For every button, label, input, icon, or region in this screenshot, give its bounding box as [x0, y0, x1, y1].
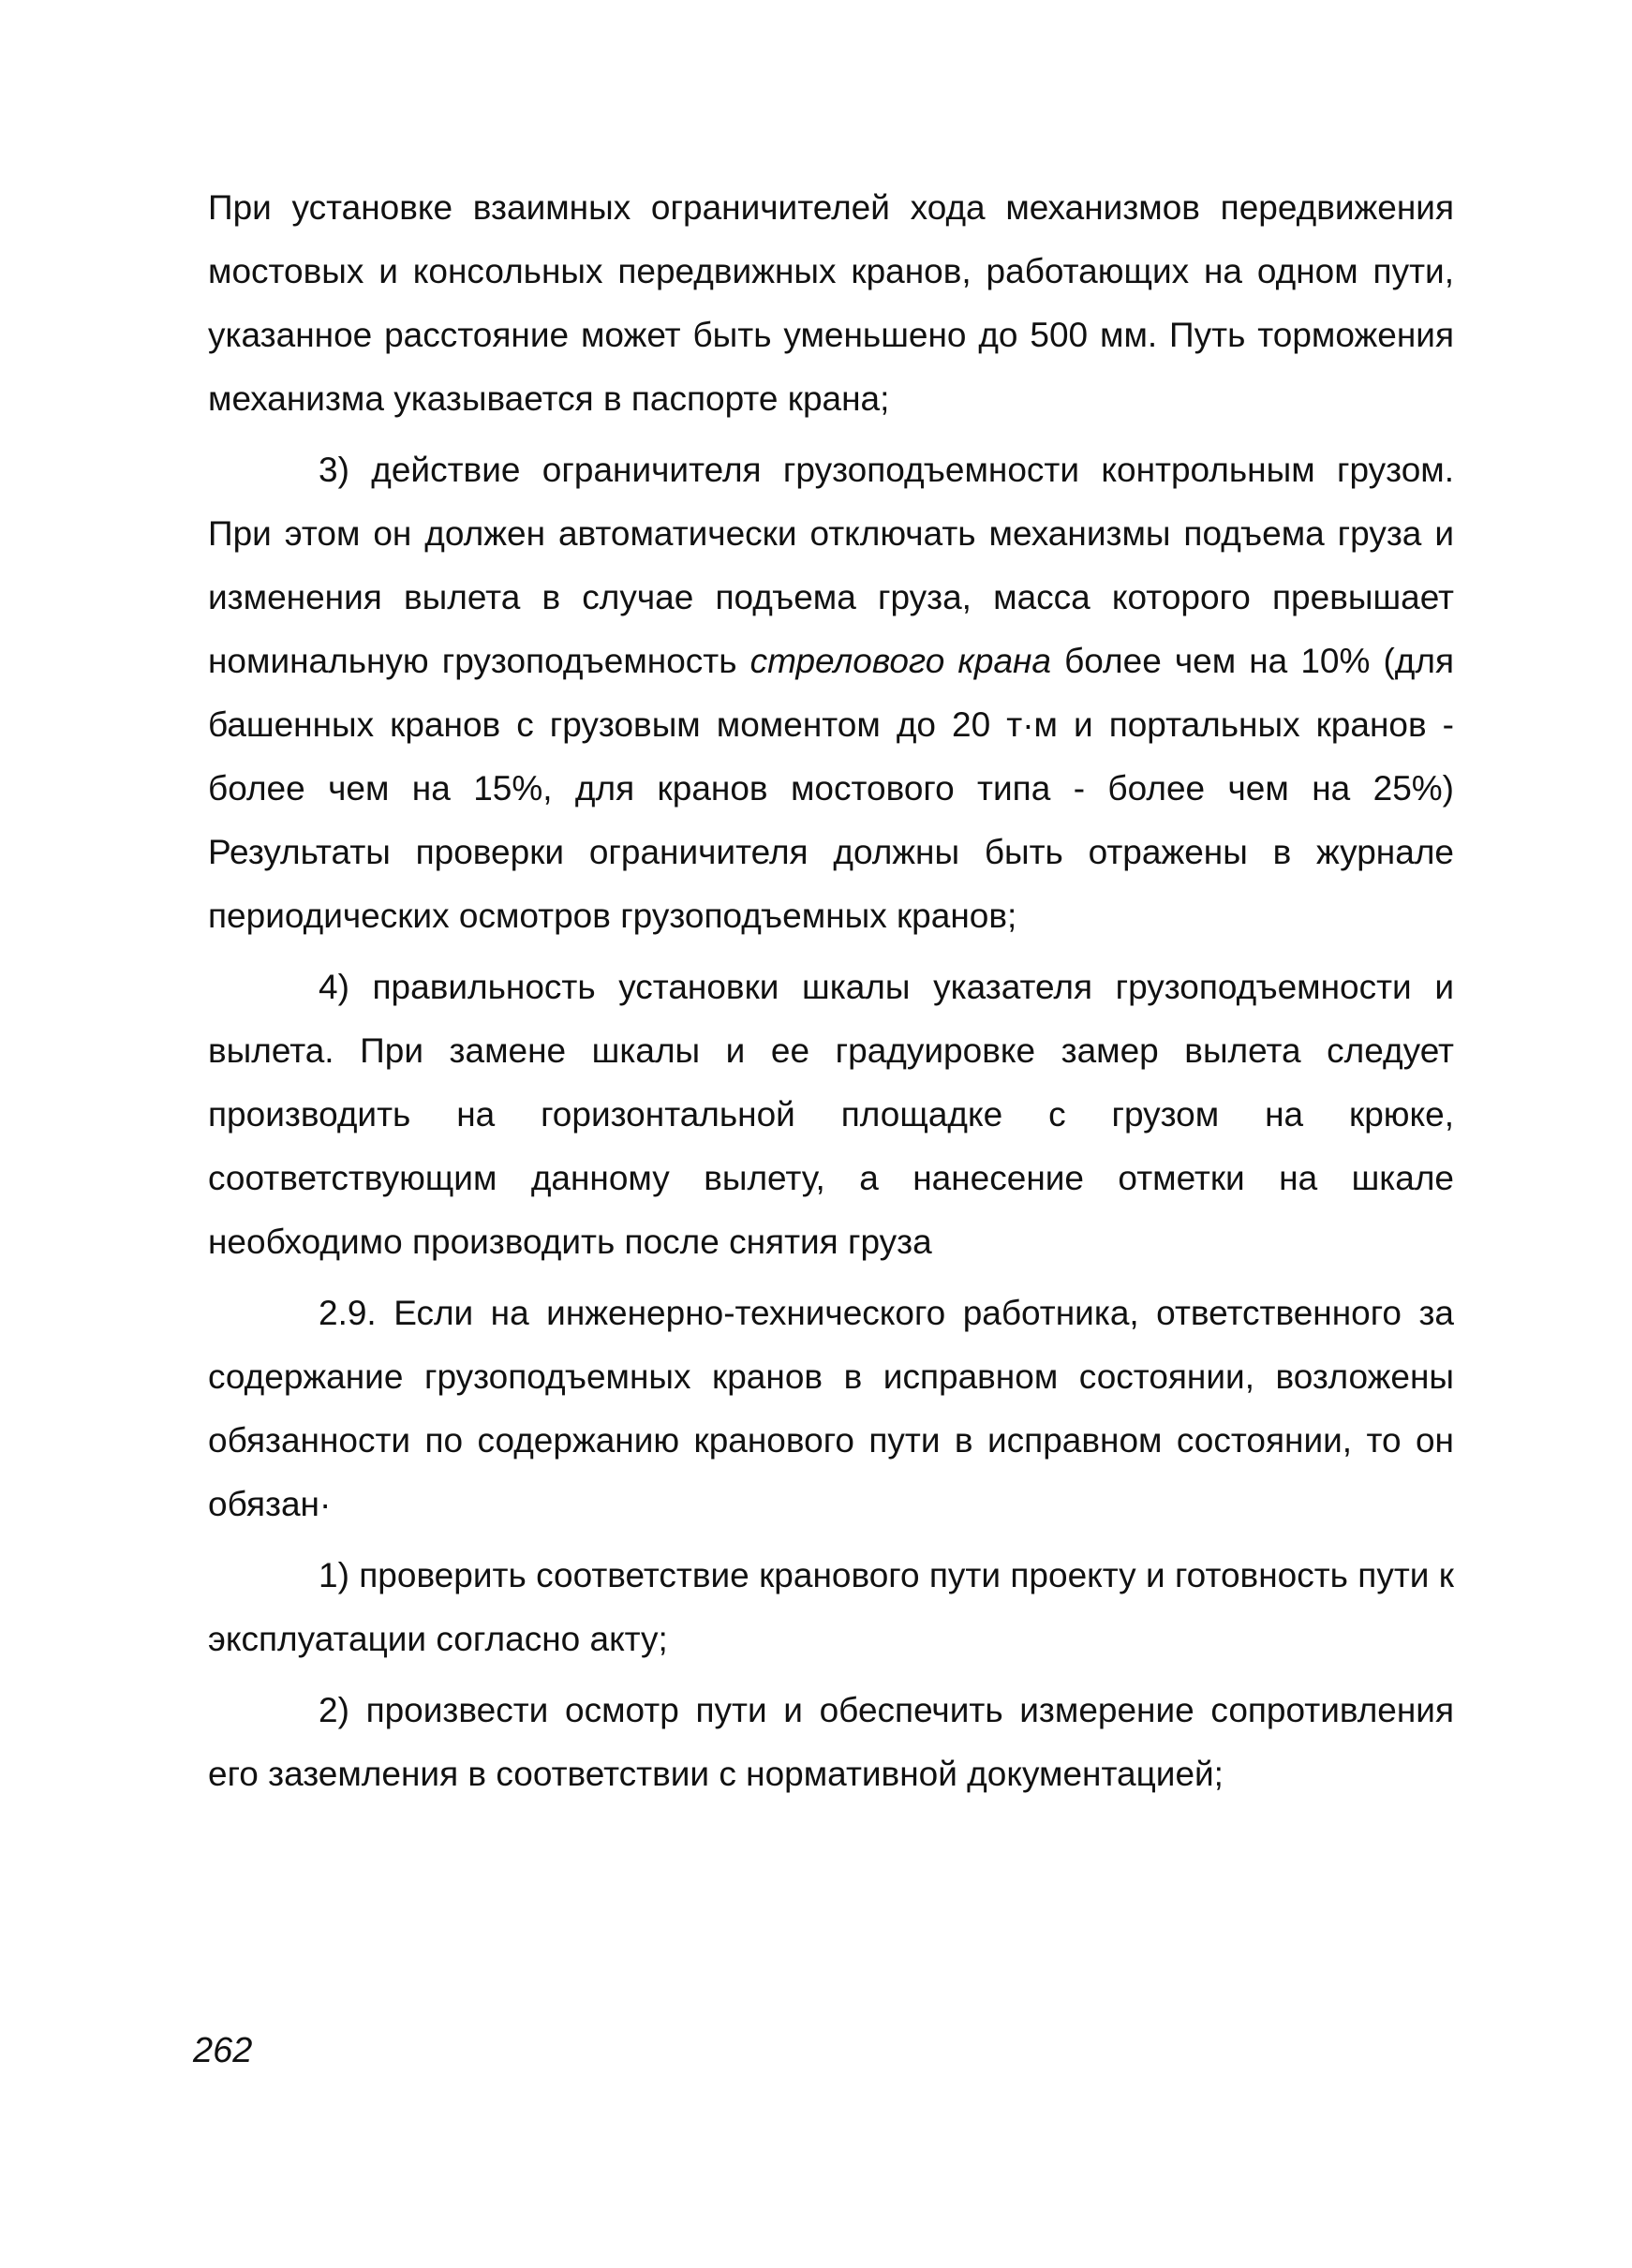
paragraph-4: 2.9. Если на инженерно-технического работника, ответственного за содержание грузоподъемных кранов в исправном состоянии, возложены обязанности по содержанию кранового пути в исправном состоянии, то он обязан·	[208, 1294, 1454, 1523]
paragraph-2	[208, 438, 1454, 948]
paragraph-2-text-b: более чем на 10% (для башенных кранов с грузовым моментом до 20 т·м и портальных кранов - более чем на 15%, для кранов мостового типа - более чем на 25%) Результаты проверки ограничителя должны быть отражены в журнале периодических осмотров грузоподъемных кранов;	[208, 642, 1454, 935]
paragraph-2-text-a: 3) действие ограничителя грузоподъемности контрольным грузом. При этом он должен автоматически отключать механизмы подъема груза и изменения вылета в случае подъема груза, масса которого превышает номинальную грузоподъемность	[208, 451, 1454, 680]
paragraph-3: 4) правильность установки шкалы указателя грузоподъемности и вылета. При замене шкалы и ее градуировке замер вылета следует производить на горизонтальной площадке с грузом на крюке, соответствующим данному вылету, а нанесение отметки на шкале необходимо производить после снятия груза	[208, 968, 1454, 1261]
paragraph-2-italic-term: стрелового крана	[749, 642, 1051, 680]
body-text	[208, 176, 1454, 1806]
paragraph-5: 1) проверить соответствие кранового пути проекту и готовность пути к эксплуатации согласно акту;	[208, 1556, 1454, 1658]
page-number: 262	[193, 2031, 253, 2070]
paragraph-1: При установке взаимных ограничителей хода механизмов передвижения мостовых и консольных передвижных кранов, работающих на одном пути, указанное расстояние может быть уменьшено до 500 мм. Путь торможения механизма указывается в паспорте крана;	[208, 188, 1454, 418]
paragraph-6: 2) произвести осмотр пути и обеспечить измерение сопротивления его заземления в соответствии с нормативной документацией;	[208, 1691, 1454, 1793]
